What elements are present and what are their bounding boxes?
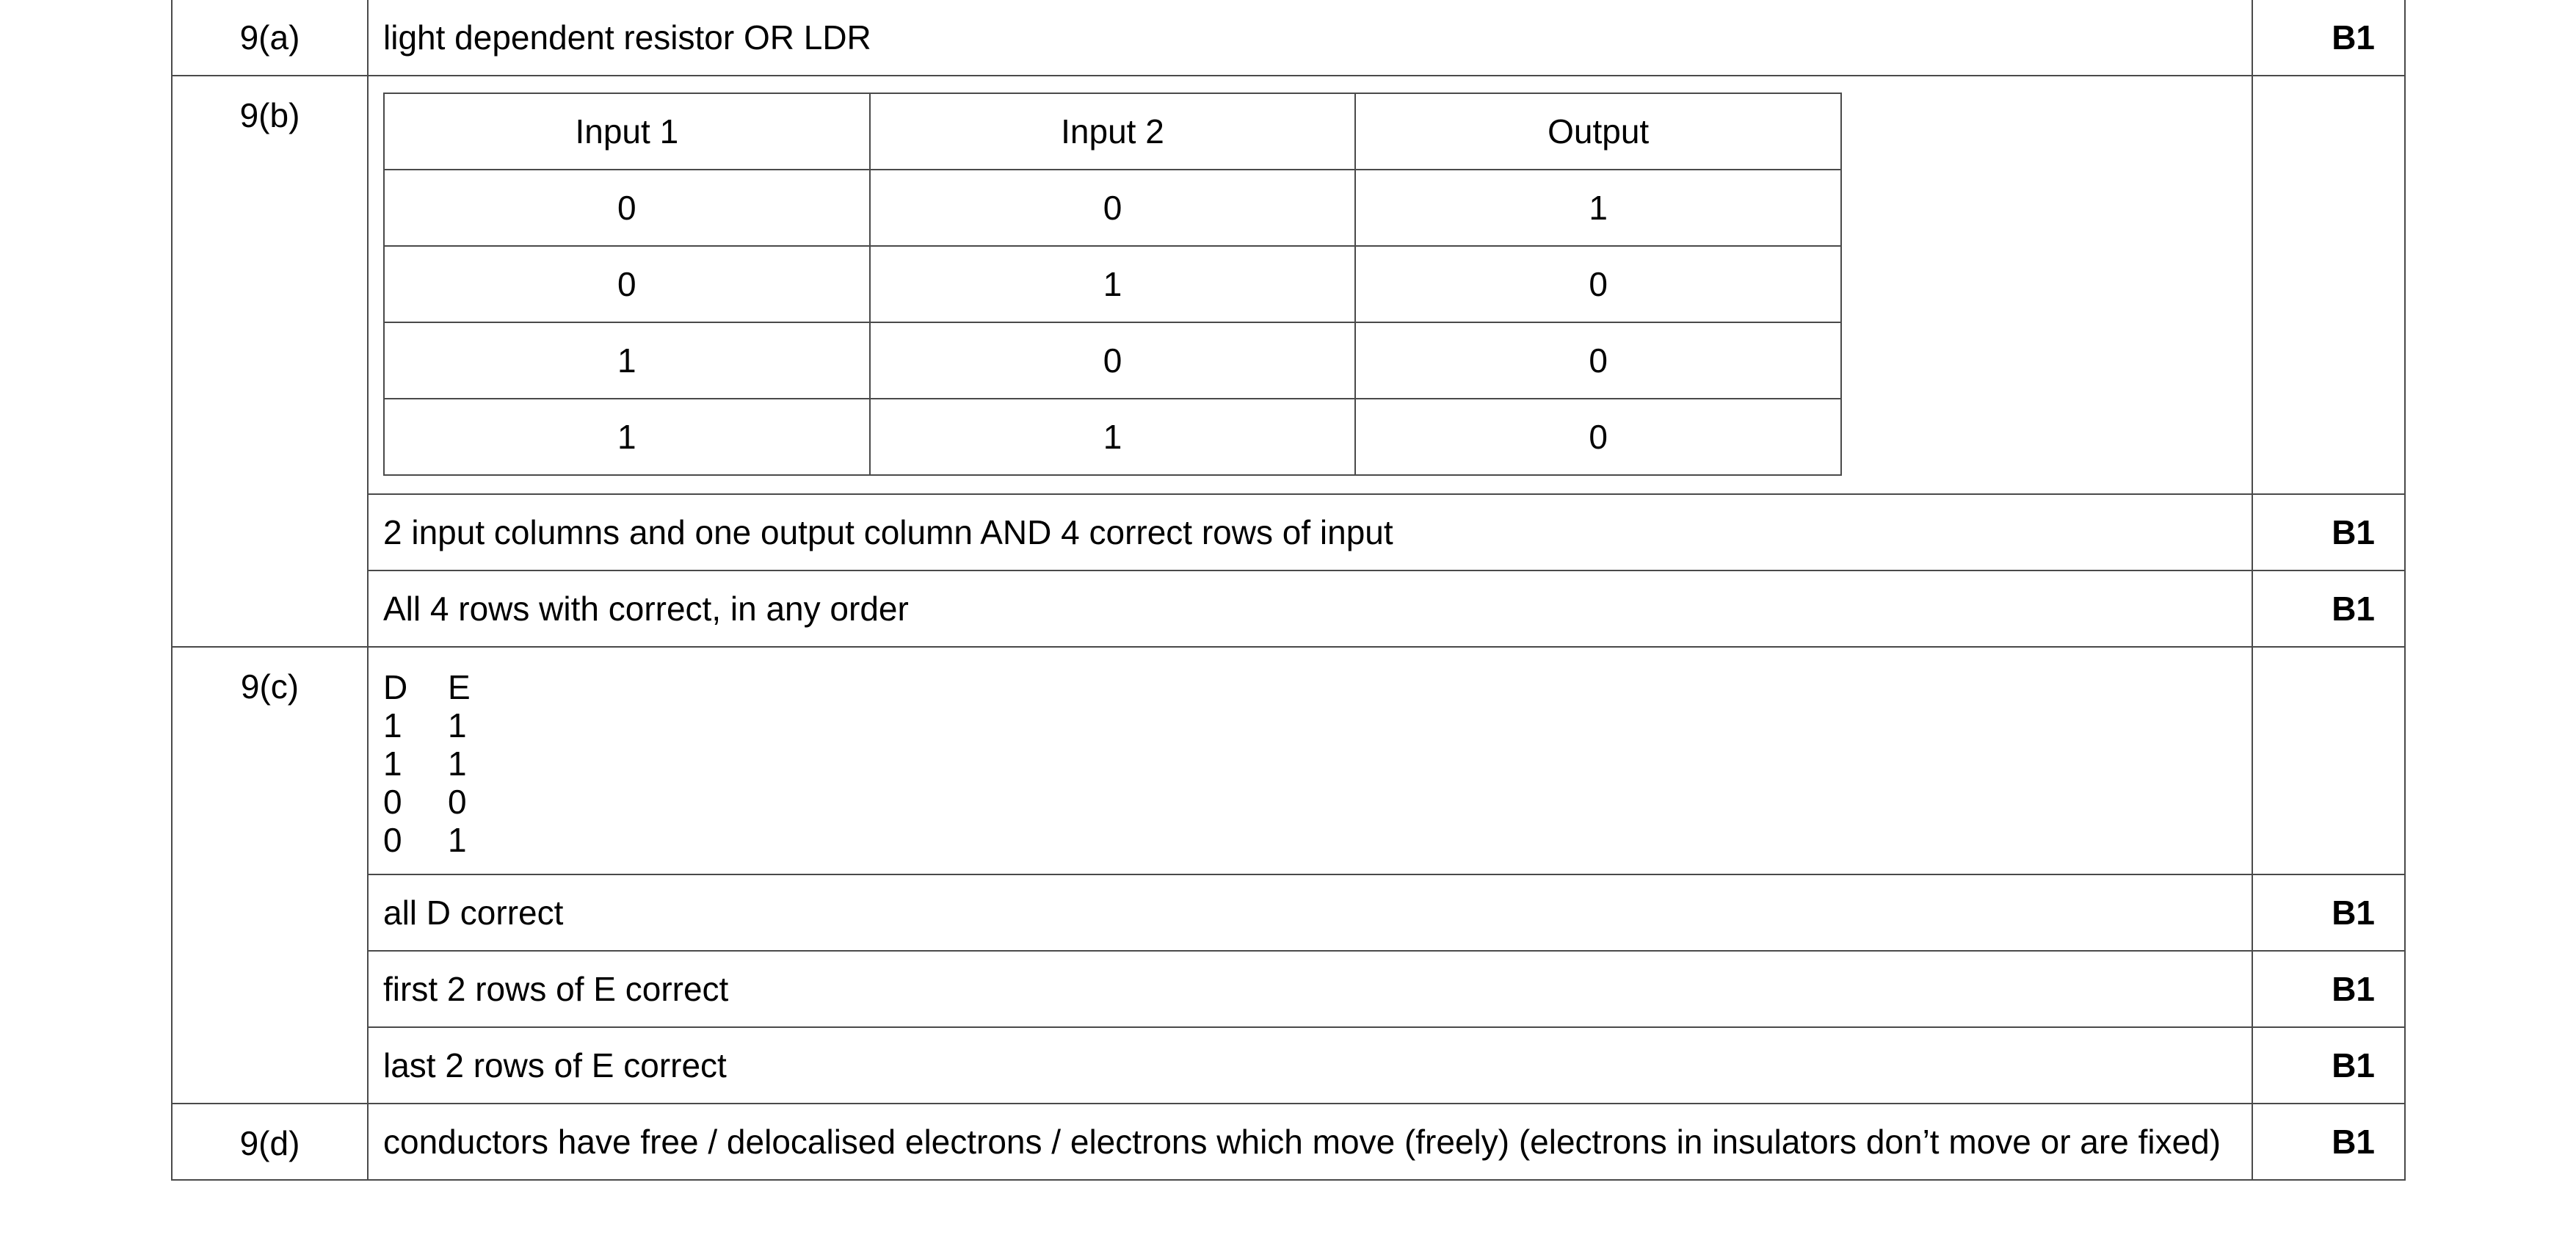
header-input-1: Input 1 [384,93,870,170]
answer-text: conductors have free / delocalised electrons / electrons which move (freely) (electrons in insulators don’t move or are fixed) [368,1104,2252,1180]
mark: B1 [2252,1027,2405,1104]
truth-table-row [384,170,1841,246]
e-header: E [448,668,471,706]
criterion-text: 2 input columns and one output column AND 4 correct rows of input [368,494,2252,570]
de-row [383,783,2237,821]
mark-empty [2252,647,2405,874]
d-header: D [383,668,408,706]
criterion-row [172,1027,2405,1104]
row-9d [172,1104,2405,1180]
mark: B1 [2252,1104,2405,1180]
question-number: 9(a) [172,0,368,76]
de-answer-cell [368,647,2252,874]
header-output: Output [1355,93,1841,170]
mark-scheme [171,0,2404,1181]
criterion-row [172,874,2405,951]
d-value: 1 [383,706,402,745]
question-number: 9(c) [172,647,368,1104]
question-number: 9(d) [172,1104,368,1180]
cell: 0 [384,170,870,246]
e-value: 0 [448,783,467,821]
row-9a [172,0,2405,76]
e-value: 1 [448,745,467,783]
cell: 0 [1355,246,1841,322]
de-row [383,745,2237,783]
cell: 1 [870,399,1356,475]
truth-table-row [384,246,1841,322]
mark: B1 [2252,0,2405,76]
criterion-text: all D correct [368,874,2252,951]
cell: 1 [1355,170,1841,246]
cell: 1 [384,322,870,399]
row-9b [172,76,2405,494]
mark: B1 [2252,951,2405,1027]
truth-table [383,93,1842,476]
answer-text: light dependent resistor OR LDR [368,0,2252,76]
cell: 0 [1355,399,1841,475]
e-value: 1 [448,821,467,859]
d-value: 1 [383,745,402,783]
e-value: 1 [448,706,467,745]
header-input-2: Input 2 [870,93,1356,170]
row-9c [172,647,2405,874]
mark: B1 [2252,494,2405,570]
criterion-row [172,570,2405,647]
de-row [383,821,2237,859]
criterion-row [172,951,2405,1027]
question-number: 9(b) [172,76,368,647]
cell: 1 [870,246,1356,322]
mark: B1 [2252,874,2405,951]
de-answer [369,648,2252,874]
truth-table-cell [368,76,2252,494]
cell: 0 [384,246,870,322]
criterion-row [172,494,2405,570]
mark: B1 [2252,570,2405,647]
truth-table-row [384,322,1841,399]
criterion-text: All 4 rows with correct, in any order [368,570,2252,647]
truth-table-row [384,399,1841,475]
mark-empty [2252,76,2405,494]
cell: 0 [1355,322,1841,399]
criterion-text: last 2 rows of E correct [368,1027,2252,1104]
de-row [383,706,2237,745]
de-header [383,668,2237,706]
cell: 1 [384,399,870,475]
d-value: 0 [383,783,402,821]
truth-table-header [384,93,1841,170]
mark-scheme-table [171,0,2406,1181]
cell: 0 [870,322,1356,399]
d-value: 0 [383,821,402,859]
criterion-text: first 2 rows of E correct [368,951,2252,1027]
cell: 0 [870,170,1356,246]
